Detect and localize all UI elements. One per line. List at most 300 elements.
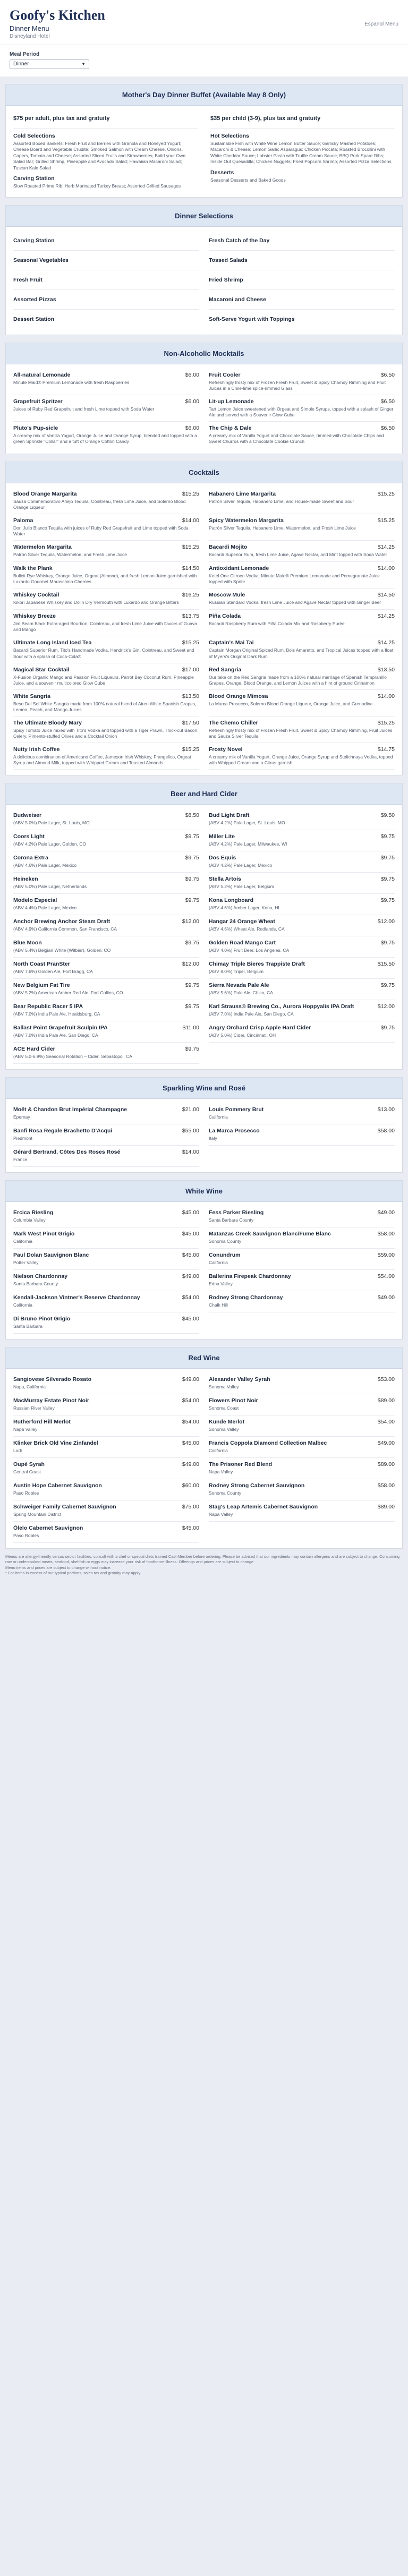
item-price: $9.75	[380, 939, 395, 946]
item-price: $9.75	[380, 854, 395, 861]
menu-item	[13, 369, 199, 395]
menu-item	[209, 541, 395, 562]
menu-item	[13, 716, 199, 743]
item-description: Patrón Silver Tequila, Habanero Lime, Watermelon, and Fresh Lime Juice	[209, 525, 356, 531]
item-name: New Belgium Fat Tire	[13, 982, 70, 988]
item-name: Whiskey Breeze	[13, 613, 56, 620]
menu-item	[13, 1479, 199, 1500]
item-price: $9.75	[185, 854, 199, 861]
item-name: Klinker Brick Old Vine Zinfandel	[13, 1439, 98, 1446]
item-name: Frosty Novel	[209, 746, 243, 753]
menu-item	[209, 958, 395, 979]
menu-item	[209, 1415, 395, 1437]
menu-item	[209, 610, 395, 636]
item-description: Columbia Valley	[13, 1217, 46, 1223]
item-name: Stella Artois	[209, 875, 241, 882]
item-description: Santa Barbara	[13, 1323, 42, 1329]
section-heading: Mother's Day Dinner Buffet (Available May 8 Only)	[6, 84, 402, 106]
item-price: $89.00	[377, 1461, 395, 1468]
item-name: Kona Longboard	[209, 897, 253, 903]
item-name: Angry Orchard Crisp Apple Hard Cider	[209, 1024, 311, 1031]
menu-item	[13, 1291, 199, 1312]
menu-item	[13, 636, 199, 663]
item-description: Potter Valley	[13, 1259, 39, 1265]
item-name: Grapefruit Spritzer	[13, 398, 63, 405]
menu-item	[209, 636, 395, 663]
item-price: $9.75	[185, 897, 199, 903]
item-description: (ABV 4.4%) Pale Lager, Mexico	[13, 905, 77, 910]
buffet-block-title: Hot Selections	[210, 133, 249, 139]
menu-item	[13, 1373, 199, 1394]
menu-item	[13, 873, 199, 894]
menu-item	[209, 395, 395, 422]
item-price: $9.75	[380, 833, 395, 840]
item-price: $14.25	[377, 639, 395, 646]
item-price: $14.50	[377, 592, 395, 599]
menu-item	[209, 979, 395, 1000]
menu-item	[13, 1146, 199, 1167]
item-price: $9.75	[185, 875, 199, 882]
item-price: $45.00	[182, 1524, 199, 1531]
item-price: $45.00	[182, 1251, 199, 1258]
item-name: Matanzas Creek Sauvignon Blanc/Fume Blanc	[209, 1230, 331, 1237]
item-description: (ABV 4.2%) Pale Lager, St. Louis, MO	[209, 820, 285, 825]
item-description: Sauza Commemorativo Añejo Tequila, Cointreau, fresh Lime Juice, and Solerno Blood Orange Liqueur	[13, 499, 186, 510]
menu-item: Assorted Pizzas	[13, 290, 199, 310]
item-price: $14.00	[377, 693, 395, 700]
menu-item	[209, 1000, 395, 1021]
item-description: Paso Robles	[13, 1490, 39, 1496]
item-name: Magical Star Cocktail	[13, 666, 70, 673]
footer-note: * For items in excess of our typical portions, sales tax and gratuity may apply.	[5, 1571, 141, 1576]
item-name: Spicy Watermelon Margarita	[209, 517, 284, 524]
menu-item	[13, 541, 199, 562]
item-name: Banfi Rosa Regale Brachetto D'Acqui	[13, 1127, 113, 1134]
item-description: Napa Valley	[13, 1426, 38, 1432]
item-description: (ABV 4.6%) Pale Lager, Mexico	[13, 862, 77, 868]
item-description: La Marca Prosecco, Solerno Blood Orange Liqueur, Orange Juice, and Grenadine	[209, 701, 373, 706]
item-description: Tart Lemon Juice sweetened with Orgeat and Simple Syrups, topped with a splash of Ginger Ale and served with a Souvenir Glow Cube	[209, 406, 394, 417]
item-description: California	[13, 1302, 32, 1308]
item-price: $13.75	[182, 613, 199, 620]
item-description: Captain Morgan Original Spiced Rum, Bols Amaretto, and Tropical Juices topped with a float of Myers's Original Dark Rum	[209, 647, 394, 659]
dinner-selections-section	[5, 205, 403, 335]
item-name: Bear Republic Racer 5 IPA	[13, 1003, 83, 1010]
menu-item	[209, 690, 395, 716]
beer-grid	[6, 805, 402, 1069]
item-description: X-Fusion Organic Mango and Passion Fruit Liqueurs, Parrot Bay Coconut Rum, Pineapple Juice, and a souvenir multicolored Glow Cube	[13, 674, 194, 686]
item-description: (ABV 5.0%) Pale Lager, St. Louis, MO	[13, 820, 90, 825]
item-name: Oupé Syrah	[13, 1461, 45, 1468]
item-name: The Chip & Dale	[209, 425, 252, 431]
item-description: California	[13, 1238, 32, 1244]
item-price: $54.00	[377, 1418, 395, 1425]
item-description: Spring Mountain District	[13, 1511, 62, 1517]
footer-note: Menus are allergy-friendly versus sector facilities, consult with a chef or special diets trained Cast Member before ordering. Please be advised that our ingredients may contain allergens and are subject to change. Consuming raw or undercooked meats, seafood, shellfish or eggs may increase your risk of foodborne illness. Offerings and prices are subject to change.	[5, 1554, 400, 1565]
menu-item	[13, 915, 199, 936]
item-description: Don Julio Blanco Tequila with juices of Ruby Red Grapefruit and Lime topped with Soda Water	[13, 525, 189, 537]
item-name: Mark West Pinot Grigio	[13, 1230, 75, 1237]
item-name: Modelo Especial	[13, 897, 57, 903]
item-name: Miller Lite	[209, 833, 235, 840]
menu-item	[209, 873, 395, 894]
item-name: Alexander Valley Syrah	[209, 1376, 270, 1383]
item-price: $49.00	[182, 1273, 199, 1280]
menu-item	[209, 1479, 395, 1500]
menu-item: Fried Shrimp	[209, 270, 395, 290]
item-price: $59.00	[377, 1251, 395, 1258]
item-description: Chalk Hill	[209, 1302, 228, 1308]
item-description: (ABV 5.0%) Cider, Cincinnati, OH	[209, 1032, 276, 1038]
item-price: $49.00	[182, 1461, 199, 1468]
item-price: $9.75	[380, 897, 395, 903]
item-price: $53.00	[377, 1376, 395, 1383]
menu-item	[209, 716, 395, 743]
menu-item	[13, 743, 199, 770]
item-description: (ABV 4.2%) Pale Lager, Golden, CO	[13, 841, 87, 847]
item-name: Di Bruno Pinot Grigio	[13, 1315, 71, 1322]
item-description: Central Coast	[13, 1469, 41, 1474]
item-description: Santa Barbara County	[209, 1217, 254, 1223]
item-price: $15.25	[377, 517, 395, 524]
menu-item	[13, 610, 199, 636]
item-description: (ABV 7.6%) Golden Ale, Fort Bragg, CA	[13, 968, 93, 974]
buffet-block-title: Desserts	[210, 169, 234, 176]
item-description: Paso Robles	[13, 1532, 39, 1538]
menu-item	[209, 663, 395, 690]
item-description: Juices of Ruby Red Grapefruit and fresh Lime topped with Soda Water	[13, 406, 155, 412]
item-description: California	[209, 1447, 228, 1453]
item-name: Moscow Mule	[209, 592, 245, 599]
item-price: $45.00	[182, 1315, 199, 1322]
meal-period-label: Meal Period	[10, 52, 40, 57]
item-description: Bacardi Superior Rum, fresh Lime Juice, Agave Nectar, and Mint topped with Soda Water	[209, 552, 387, 558]
item-name: Walk the Plank	[13, 565, 53, 572]
menu-item	[209, 1206, 395, 1227]
buffet-block-desc: Slow Roasted Prime Rib; Herb Marinated Turkey Breast; Assorted Grilled Sausages	[13, 183, 181, 189]
item-price: $13.50	[182, 693, 199, 700]
item-price: $9.75	[380, 982, 395, 988]
item-price: $15.25	[182, 491, 199, 498]
item-name: Anchor Brewing Anchor Steam Draft	[13, 918, 110, 925]
item-price: $12.00	[182, 960, 199, 967]
item-description: (ABV 5.0-6.9%) Seasonal Rotation – Cider, Sebastopol, CA	[13, 1053, 132, 1059]
item-name: ACE Hard Cider	[13, 1045, 55, 1052]
item-name: Conundrum	[209, 1251, 241, 1258]
item-name: Louis Pommery Brut	[209, 1106, 264, 1113]
meal-period-selector	[0, 45, 408, 76]
item-price: $58.00	[377, 1482, 395, 1489]
item-description: Sonoma County	[209, 1238, 241, 1244]
item-name: Chimay Triple Bieres Trappiste Draft	[209, 960, 305, 967]
menu-item	[209, 743, 395, 770]
item-description: Spicy Tomato Juice mixed with Tito's Vodka and topped with a Tiger Prawn, Thick-cut Bacon, Celery, Pimento-stuffed Olives and a Cocktail Onion	[13, 727, 199, 739]
menu-item	[209, 1124, 395, 1146]
menu-item	[209, 369, 395, 395]
item-price: $6.00	[185, 371, 199, 378]
item-name: Rodney Strong Chardonnay	[209, 1294, 283, 1301]
menu-item: Fresh Catch of the Day	[209, 231, 395, 251]
menu-subtitle: Dinner Menu	[10, 24, 49, 32]
item-price: $89.00	[377, 1397, 395, 1404]
menu-item	[209, 830, 395, 851]
section-heading: Dinner Selections	[6, 206, 402, 227]
menu-item	[13, 488, 199, 514]
item-name: Bacardi Mojito	[209, 544, 248, 551]
item-description: Refreshingly frosty mix of Frozen Fresh Fruit, Sweet & Spicy Chamoy Rimming, Fruit Juices and Sauza Silver Tequila	[209, 727, 393, 739]
menu-item	[209, 422, 395, 448]
item-description: (ABV 7.0%) India Pale Ale, San Diego, CA	[209, 1011, 294, 1017]
chevron-down-icon: ▼	[81, 62, 86, 66]
item-name: Heineken	[13, 875, 38, 882]
item-price: $15.25	[182, 639, 199, 646]
item-price: $9.50	[380, 812, 395, 818]
item-price: $54.00	[182, 1294, 199, 1301]
item-name: Hangar 24 Orange Wheat	[209, 918, 275, 925]
item-price: $16.25	[182, 592, 199, 599]
item-name: Whiskey Cocktail	[13, 592, 60, 599]
item-price: $14.25	[377, 613, 395, 620]
item-description: (ABV 4.2%) Pale Lager, Milwaukee, WI	[209, 841, 287, 847]
language-link[interactable]: Espanol Menu	[364, 21, 398, 27]
buffet-block-desc: Sustainable Fish with White Wine Lemon Butter Sauce; Garlicky Mashed Potatoes; Macaroni & Cheese; Lemon Garlic Asparagus; Chicken Piccata; Roasted Brocollini with White Cheddar Sauce; Lobster Pasta with Truffle Cream Sauce; BBQ Pork Spare Ribs; Inside Out Quesadilla; Chicken Nuggets; Fried Popcorn Shrimp; Assorted Pizza Selections	[210, 141, 392, 165]
item-description: Kikori Japanese Whiskey and Dolin Dry Vermouth with Luxardo and Orange Bitters	[13, 600, 179, 605]
menu-item	[13, 690, 199, 716]
menu-item	[13, 1415, 199, 1437]
item-description: Bulleit Rye Whiskey, Orange Juice, Orgeat (Almond), and fresh Lemon Juice garnished with Luxardo Gourmet Maraschino Cherries	[13, 573, 197, 585]
item-description: (ABV 4.6%) Wheat Ale, Redlands, CA	[209, 926, 285, 932]
item-price: $54.00	[182, 1397, 199, 1404]
item-price: $89.00	[377, 1503, 395, 1510]
menu-item	[209, 562, 395, 588]
item-description: Sonoma Valley	[209, 1426, 239, 1432]
menu-item	[13, 1394, 199, 1415]
item-name: Blood Orange Mimosa	[209, 693, 268, 700]
item-name: Rodney Strong Cabernet Sauvignon	[209, 1482, 305, 1489]
item-description: Refreshingly frosty mix of Frozen Fresh Fruit, Sweet & Spicy Chamoy Rimming and Fruit Juices in a Chile-lime spice-rimmed Glass	[209, 379, 386, 391]
section-heading: Cocktails	[6, 462, 402, 483]
item-price: $9.75	[185, 1045, 199, 1052]
item-description: (ABV 4.2%) Pale Lager, Mexico	[209, 862, 273, 868]
section-heading: Red Wine	[6, 1347, 402, 1369]
menu-item	[13, 851, 199, 873]
white-wine-grid	[6, 1202, 402, 1339]
red-wine-section	[5, 1347, 403, 1549]
item-name: Flowers Pinot Noir	[209, 1397, 258, 1404]
menu-item	[209, 915, 395, 936]
red-wine-grid	[6, 1369, 402, 1548]
item-description: Napa, California	[13, 1384, 46, 1389]
item-name: Habanero Lime Margarita	[209, 491, 276, 498]
item-name: Red Sangria	[209, 666, 242, 673]
item-price: $49.00	[377, 1209, 395, 1216]
item-price: $9.75	[185, 982, 199, 988]
item-price: $6.50	[380, 371, 395, 378]
item-description: Napa Valley	[209, 1469, 233, 1474]
item-price: $8.50	[185, 812, 199, 818]
menu-item	[13, 395, 199, 422]
item-description: (ABV 5.2%) American Amber Red Ale, Fort Collins, CO	[13, 990, 123, 995]
menu-item	[13, 1021, 199, 1043]
menu-item	[13, 514, 199, 541]
item-name: The Prisoner Red Blend	[209, 1461, 273, 1468]
item-description: Sonoma Valley	[209, 1384, 239, 1389]
item-price: $14.50	[182, 565, 199, 572]
sparkling-section	[5, 1077, 403, 1173]
menu-item: Tossed Salads	[209, 251, 395, 270]
buffet-block-desc: Assorted Boxed Baskets: Fresh Fruit and Berries with Granola and Honeyed Yogurt; Cheese Board and Vegetable Crudité; Smoked Salmon with Cream Cheese, Onions, Capers, Tomato and Cheese; Assorted Sliced Fruits and Strawberries; Build your Own Salad Bar; Grilled Shrimp, Pineapple and Avocado Salad; Hawaiian Macaroni Salad; Tuscan Kale Salad	[13, 141, 185, 170]
menu-item: Dessert Station	[13, 310, 199, 329]
location-label: Disneyland Hotel	[10, 33, 50, 39]
menu-item	[13, 1000, 199, 1021]
menu-item	[209, 1458, 395, 1479]
item-price: $12.00	[377, 1003, 395, 1010]
item-price: $15.25	[377, 491, 395, 498]
item-name: The Chemo Chiller	[209, 719, 258, 726]
section-heading: Sparkling Wine and Rosé	[6, 1078, 402, 1099]
item-price: $13.50	[377, 666, 395, 673]
menu-item	[13, 422, 199, 448]
item-description: Sonoma County	[209, 1490, 241, 1496]
item-name: Coors Light	[13, 833, 45, 840]
item-name: Dos Equis	[209, 854, 236, 861]
menu-item	[209, 1227, 395, 1249]
item-description: Sonoma Coast	[209, 1405, 239, 1411]
item-price: $49.00	[377, 1439, 395, 1446]
item-price: $75.00	[182, 1503, 199, 1510]
item-price: $14.00	[182, 1148, 199, 1155]
item-description: (ABV 5.2%) Pale Lager, Belgium	[209, 883, 274, 889]
menu-item	[13, 1270, 199, 1291]
menu-item	[209, 894, 395, 915]
item-price: $55.00	[182, 1127, 199, 1134]
item-price: $54.00	[182, 1418, 199, 1425]
sparkling-grid	[6, 1099, 402, 1172]
item-price: $15.25	[182, 544, 199, 551]
buffet-block-title: Cold Selections	[13, 133, 55, 139]
item-name: Francis Coppola Diamond Collection Malbec	[209, 1439, 327, 1446]
item-price: $17.50	[182, 719, 199, 726]
item-name: White Sangria	[13, 693, 51, 700]
item-price: $49.00	[182, 1376, 199, 1383]
item-price: $14.25	[377, 544, 395, 551]
section-heading: Beer and Hard Cider	[6, 783, 402, 805]
item-description: A creamy mix of Vanilla Yogurt, Orange Juice, Orange Syrup and Stolichnaya Vodka, topped with Whipped Cream and a Citrus garnish	[209, 754, 393, 765]
item-name: Ballerina Firepeak Chardonnay	[209, 1273, 291, 1280]
item-price: $9.75	[185, 1003, 199, 1010]
item-name: Golden Road Mango Cart	[209, 939, 276, 946]
item-name: Paul Dolan Sauvignon Blanc	[13, 1251, 89, 1258]
item-description: Russian River Valley	[13, 1405, 55, 1411]
item-price: $58.00	[377, 1127, 395, 1134]
item-price: $6.50	[380, 398, 395, 405]
menu-item	[13, 562, 199, 588]
item-price: $54.00	[377, 1273, 395, 1280]
menu-item	[13, 979, 199, 1000]
buffet-block-desc: Seasonal Desserts and Baked Goods	[210, 177, 286, 183]
item-description: (ABV 4.6%) Amber Lager, Kona, HI	[209, 905, 279, 910]
item-description: A delicious combination of Americano Coffee, Jameson Irish Whiskey, Frangelico, Orgeat Syrup and Almond Milk, topped with Whipped Cream and Toasted Almonds	[13, 754, 191, 765]
item-price: $13.00	[377, 1106, 395, 1113]
menu-item	[209, 514, 395, 541]
header	[0, 0, 408, 45]
item-description: Beso Del Sol White Sangria made from 100% natural blend of Airen White Spanish Grapes, Lemon, Peach, and Mango Juices	[13, 701, 197, 712]
menu-item	[209, 1373, 395, 1394]
menu-item	[13, 1103, 199, 1124]
item-name: Schweiger Family Cabernet Sauvignon	[13, 1503, 116, 1510]
item-price: $17.00	[182, 666, 199, 673]
item-description: Edna Valley	[209, 1281, 233, 1286]
menu-item	[209, 1270, 395, 1291]
item-price: $45.00	[182, 1439, 199, 1446]
item-description: Lodi	[13, 1447, 22, 1453]
item-price: $12.00	[182, 918, 199, 925]
menu-item: Seasonal Vegetables	[13, 251, 199, 270]
item-description: (ABV 5.0%) Pale Lager, Netherlands	[13, 883, 87, 889]
item-name: Austin Hope Cabernet Sauvignon	[13, 1482, 102, 1489]
item-name: Blue Moon	[13, 939, 42, 946]
item-name: Lit-up Lemonade	[209, 398, 254, 405]
item-price: $11.00	[182, 1024, 199, 1031]
menu-item	[13, 1206, 199, 1227]
item-description: (ABV 7.0%) India Pale Ale, Healdsburg, CA	[13, 1011, 100, 1017]
item-price: $14.00	[377, 565, 395, 572]
item-price: $15.50	[377, 960, 395, 967]
menu-item	[209, 851, 395, 873]
item-name: Budweiser	[13, 812, 42, 818]
section-heading: Non-Alcoholic Mocktails	[6, 343, 402, 364]
item-description: (ABV 4.0%) Fruit Beer, Los Angeles, CA	[209, 947, 290, 953]
item-name: Kunde Merlot	[209, 1418, 245, 1425]
menu-item	[13, 936, 199, 958]
buffet-right-column	[210, 111, 395, 190]
menu-item	[209, 1021, 395, 1043]
cocktails-section	[5, 462, 403, 775]
item-name: Stag's Leap Artemis Cabernet Sauvignon	[209, 1503, 318, 1510]
item-name: Ultimate Long Island Iced Tea	[13, 639, 92, 646]
meal-period-select[interactable]	[10, 59, 89, 69]
item-description: A creamy mix of Vanilla Yogurt, Orange Juice and Orange Syrup, blended and topped with a green Sprinkle "Collar" and a tuft of Orange Cotton Candy	[13, 433, 197, 445]
menu-item	[209, 809, 395, 830]
footer-note: Menu items and prices are subject to change without notice.	[5, 1565, 112, 1570]
item-name: Nutty Irish Coffee	[13, 746, 60, 753]
item-name: Watermelon Margarita	[13, 544, 72, 551]
item-price: $60.00	[182, 1482, 199, 1489]
item-name: Gérard Bertrand, Côtes Des Roses Rosé	[13, 1148, 121, 1155]
item-name: Sangiovese Silverado Rosato	[13, 1376, 92, 1383]
item-name: Nielson Chardonnay	[13, 1273, 68, 1280]
item-description: Patrón Silver Tequila, Habanero Lime, and House-made Sweet and Sour	[209, 499, 354, 505]
adult-price: $75 per adult, plus tax and gratuity	[13, 111, 198, 129]
item-price: $21.00	[182, 1106, 199, 1113]
child-price: $35 per child (3-9), plus tax and gratuity	[210, 111, 395, 129]
item-description: Piedmont	[13, 1135, 32, 1141]
item-price: $6.00	[185, 398, 199, 405]
menu-item	[13, 1437, 199, 1458]
menu-item: Macaroni and Cheese	[209, 290, 395, 310]
item-description: California	[209, 1114, 228, 1120]
buffet-block-title: Carving Station	[13, 175, 55, 182]
item-description: California	[209, 1259, 228, 1265]
mocktails-section	[5, 343, 403, 454]
menu-item	[209, 1500, 395, 1522]
buffet-section	[5, 84, 403, 198]
item-name: Piña Colada	[209, 613, 241, 620]
item-description: Epernay	[13, 1114, 30, 1120]
item-description: Napa Valley	[209, 1511, 233, 1517]
menu-item	[209, 588, 395, 610]
menu-item	[13, 1043, 199, 1064]
